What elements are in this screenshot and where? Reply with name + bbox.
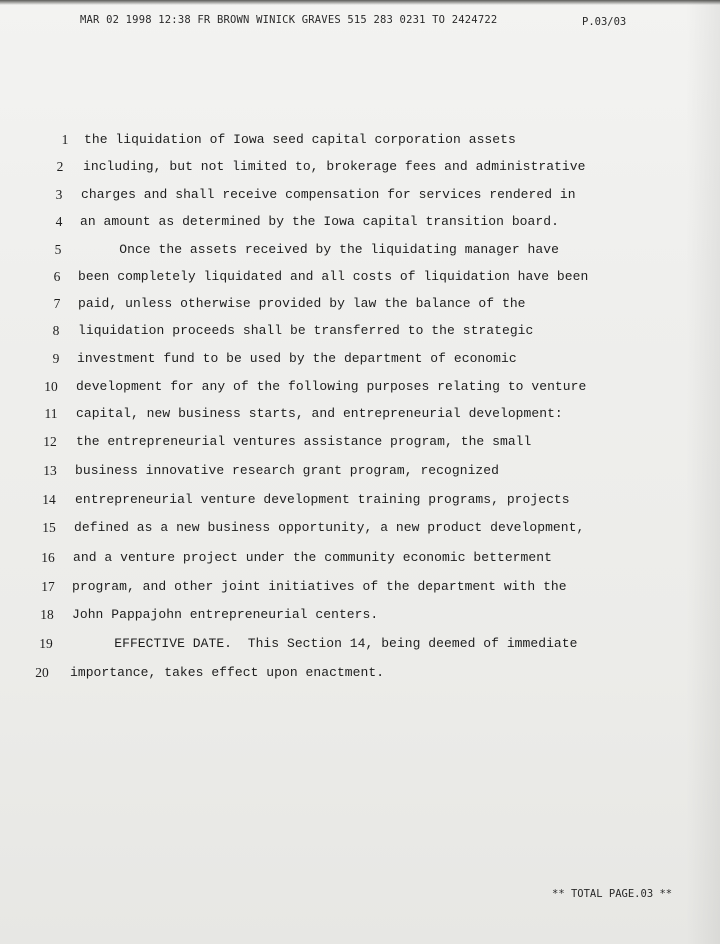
line-number: 17 (41, 579, 55, 594)
top-edge-shadow (0, 0, 720, 5)
line-text: Once the assets received by the liquidating manager have (80, 242, 559, 257)
line-number: 4 (55, 214, 63, 229)
line-number: 13 (43, 463, 57, 478)
line-number: 15 (42, 520, 56, 535)
line-text: business innovative research grant program, recognized (75, 463, 499, 478)
line-number: 1 (61, 132, 69, 147)
line-number: 8 (52, 323, 60, 338)
line-text: paid, unless otherwise provided by law the balance of the (78, 296, 526, 311)
line-text: EFFECTIVE DATE. This Section 14, being deemed of immediate (75, 636, 578, 651)
line-number: 16 (41, 550, 55, 565)
line-text: capital, new business starts, and entrepreneurial development: (76, 406, 563, 421)
line-number: 9 (52, 351, 60, 366)
total-page-footer: ** TOTAL PAGE.03 ** (552, 888, 673, 900)
fax-page-number: P.03/03 (582, 16, 627, 28)
line-number: 11 (44, 406, 58, 421)
line-text: importance, takes effect upon enactment. (70, 665, 385, 680)
line-number: 10 (44, 379, 58, 394)
line-text: liquidation proceeds shall be transferred to the strategic (78, 323, 534, 338)
line-number: 3 (55, 187, 63, 202)
line-text: an amount as determined by the Iowa capital transition board. (80, 214, 559, 229)
line-text: the liquidation of Iowa seed capital corporation assets (84, 132, 516, 147)
line-text: development for any of the following purposes relating to venture (76, 379, 587, 394)
line-number: 18 (40, 607, 54, 622)
line-number: 14 (42, 492, 56, 507)
line-text: and a venture project under the community economic betterment (73, 550, 552, 565)
line-text: been completely liquidated and all costs of liquidation have been (78, 269, 589, 284)
line-number: 19 (39, 636, 53, 651)
right-edge-shadow (686, 0, 720, 944)
line-number: 2 (56, 159, 64, 174)
line-text: defined as a new business opportunity, a new product development, (74, 520, 585, 535)
line-text: John Pappajohn entrepreneurial centers. (72, 607, 379, 622)
line-number: 5 (54, 242, 62, 257)
line-text: charges and shall receive compensation for services rendered in (81, 187, 576, 202)
line-text: investment fund to be used by the department of economic (77, 351, 517, 366)
fax-transmission-header: MAR 02 1998 12:38 FR BROWN WINICK GRAVES 515 283 0231 TO 2424722 (80, 14, 498, 26)
line-number: 20 (35, 665, 49, 680)
line-text: program, and other joint initiatives of the department with the (72, 579, 567, 594)
line-number: 7 (53, 296, 61, 311)
line-text: the entrepreneurial ventures assistance program, the small (76, 434, 532, 449)
line-number: 6 (53, 269, 61, 284)
line-number: 12 (43, 434, 57, 449)
line-text: including, but not limited to, brokerage fees and administrative (83, 159, 586, 174)
line-text: entrepreneurial venture development training programs, projects (75, 492, 570, 507)
